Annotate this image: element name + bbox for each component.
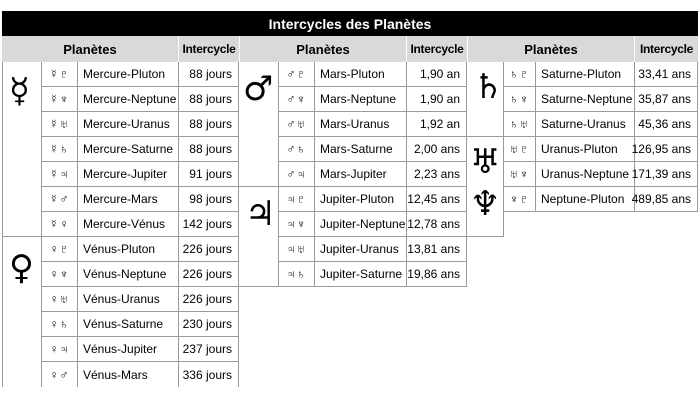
- pair-intercycle: 489,85 ans: [635, 187, 698, 212]
- group-saturne: [467, 62, 504, 137]
- pair-name: Saturne-Neptune: [536, 87, 635, 112]
- header-intercycle: Intercycle: [179, 36, 239, 62]
- pair-symbols: ☿♀: [42, 212, 78, 237]
- pair-name: Mars-Neptune: [315, 87, 407, 112]
- pair-symbols: ♀♇: [42, 237, 78, 262]
- header-intercycle: Intercycle: [635, 36, 698, 62]
- mars-icon: ♂: [243, 69, 274, 109]
- pair-name: Uranus-Neptune: [536, 162, 635, 187]
- pair-intercycle: 35,87 ans: [635, 87, 698, 112]
- pair-intercycle: 226 jours: [179, 262, 239, 287]
- uranus-icon: ♅: [470, 142, 501, 182]
- pair-intercycle: 88 jours: [179, 112, 239, 137]
- group-mercure: [2, 62, 42, 237]
- pair-name: Vénus-Saturne: [78, 312, 179, 337]
- pair-symbols: ♃♅: [279, 237, 315, 262]
- group-jupiter: [239, 187, 279, 287]
- pair-name: Jupiter-Pluton: [315, 187, 407, 212]
- pair-name: Mercure-Jupiter: [78, 162, 179, 187]
- saturn-icon: ♄: [473, 67, 504, 107]
- pair-name: Mercure-Mars: [78, 187, 179, 212]
- pair-symbols: ♀♃: [42, 337, 78, 362]
- pair-symbols: ♀♆: [42, 262, 78, 287]
- pair-intercycle: 126,95 ans: [635, 137, 698, 162]
- pair-name: Jupiter-Neptune: [315, 212, 407, 237]
- pair-name: Vénus-Pluton: [78, 237, 179, 262]
- pair-intercycle: 2,23 ans: [407, 162, 467, 187]
- pair-name: Mercure-Saturne: [78, 137, 179, 162]
- pair-intercycle: 142 jours: [179, 212, 239, 237]
- pair-symbols: ♀♅: [42, 287, 78, 312]
- pair-name: Vénus-Jupiter: [78, 337, 179, 362]
- pair-name: Mars-Jupiter: [315, 162, 407, 187]
- pair-name: Mercure-Vénus: [78, 212, 179, 237]
- pair-intercycle: 88 jours: [179, 62, 239, 87]
- pair-name: Mercure-Uranus: [78, 112, 179, 137]
- pair-intercycle: 226 jours: [179, 287, 239, 312]
- group-venus: [2, 237, 42, 387]
- pair-name: Vénus-Neptune: [78, 262, 179, 287]
- pair-symbols: ♃♇: [279, 187, 315, 212]
- group-mars: [239, 62, 279, 187]
- pair-name: Mars-Uranus: [315, 112, 407, 137]
- pair-name: Saturne-Pluton: [536, 62, 635, 87]
- pair-symbols: ☿♆: [42, 87, 78, 112]
- pair-symbols: ♀♂: [42, 362, 78, 387]
- pair-intercycle: 88 jours: [179, 137, 239, 162]
- pair-intercycle: 171,39 ans: [635, 162, 698, 187]
- pair-name: Jupiter-Saturne: [315, 262, 407, 287]
- pair-intercycle: 336 jours: [179, 362, 239, 387]
- group-neptune: [467, 184, 504, 237]
- pair-intercycle: 33,41 ans: [635, 62, 698, 87]
- pair-symbols: ♄♅: [504, 112, 536, 137]
- pair-name: Vénus-Mars: [78, 362, 179, 387]
- pair-intercycle: 230 jours: [179, 312, 239, 337]
- pair-symbols: ☿♄: [42, 137, 78, 162]
- pair-name: Saturne-Uranus: [536, 112, 635, 137]
- pair-name: Neptune-Pluton: [536, 187, 635, 212]
- pair-name: Vénus-Uranus: [78, 287, 179, 312]
- pair-symbols: ☿♇: [42, 62, 78, 87]
- pair-symbols: ♆♇: [504, 187, 536, 212]
- header-planetes: Planètes: [467, 36, 635, 62]
- pair-intercycle: 12,45 ans: [407, 187, 467, 212]
- pair-symbols: ☿♂: [42, 187, 78, 212]
- pair-intercycle: 1,92 an: [407, 112, 467, 137]
- venus-icon: ♀: [9, 248, 34, 288]
- pair-intercycle: 12,78 ans: [407, 212, 467, 237]
- header-intercycle: Intercycle: [407, 36, 467, 62]
- group-uranus: [467, 137, 504, 187]
- pair-symbols: ♂♄: [279, 137, 315, 162]
- pair-symbols: ♃♆: [279, 212, 315, 237]
- pair-symbols: ♄♆: [504, 87, 536, 112]
- pair-symbols: ♀♄: [42, 312, 78, 337]
- pair-name: Uranus-Pluton: [536, 137, 635, 162]
- pair-symbols: ♃♄: [279, 262, 315, 287]
- pair-intercycle: 88 jours: [179, 87, 239, 112]
- pair-intercycle: 1,90 an: [407, 87, 467, 112]
- pair-name: Jupiter-Uranus: [315, 237, 407, 262]
- pair-intercycle: 2,00 ans: [407, 137, 467, 162]
- pair-name: Mercure-Pluton: [78, 62, 179, 87]
- pair-name: Mars-Pluton: [315, 62, 407, 87]
- pair-symbols: ♅♇: [504, 137, 536, 162]
- pair-intercycle: 226 jours: [179, 237, 239, 262]
- pair-symbols: ☿♃: [42, 162, 78, 187]
- pair-name: Mars-Saturne: [315, 137, 407, 162]
- pair-symbols: ♄♇: [504, 62, 536, 87]
- pair-intercycle: 91 jours: [179, 162, 239, 187]
- pair-symbols: ♂♅: [279, 112, 315, 137]
- pair-intercycle: 13,81 ans: [407, 237, 467, 262]
- pair-intercycle: 45,36 ans: [635, 112, 698, 137]
- header-planetes: Planètes: [239, 36, 407, 62]
- jupiter-icon: ♃: [245, 194, 276, 234]
- pair-intercycle: 237 jours: [179, 337, 239, 362]
- pair-symbols: ♂♇: [279, 62, 315, 87]
- pair-intercycle: 98 jours: [179, 187, 239, 212]
- pair-intercycle: 1,90 an: [407, 62, 467, 87]
- pair-symbols: ♅♆: [504, 162, 536, 187]
- pair-symbols: ♂♆: [279, 87, 315, 112]
- pair-intercycle: 19,86 ans: [407, 262, 467, 287]
- header-planetes: Planètes: [2, 36, 179, 62]
- pair-name: Mercure-Neptune: [78, 87, 179, 112]
- mercury-icon: ☿: [9, 71, 30, 111]
- table-title: Intercycles des Planètes: [2, 11, 698, 36]
- neptune-icon: ♆: [470, 184, 501, 224]
- pair-symbols: ☿♅: [42, 112, 78, 137]
- pair-symbols: ♂♃: [279, 162, 315, 187]
